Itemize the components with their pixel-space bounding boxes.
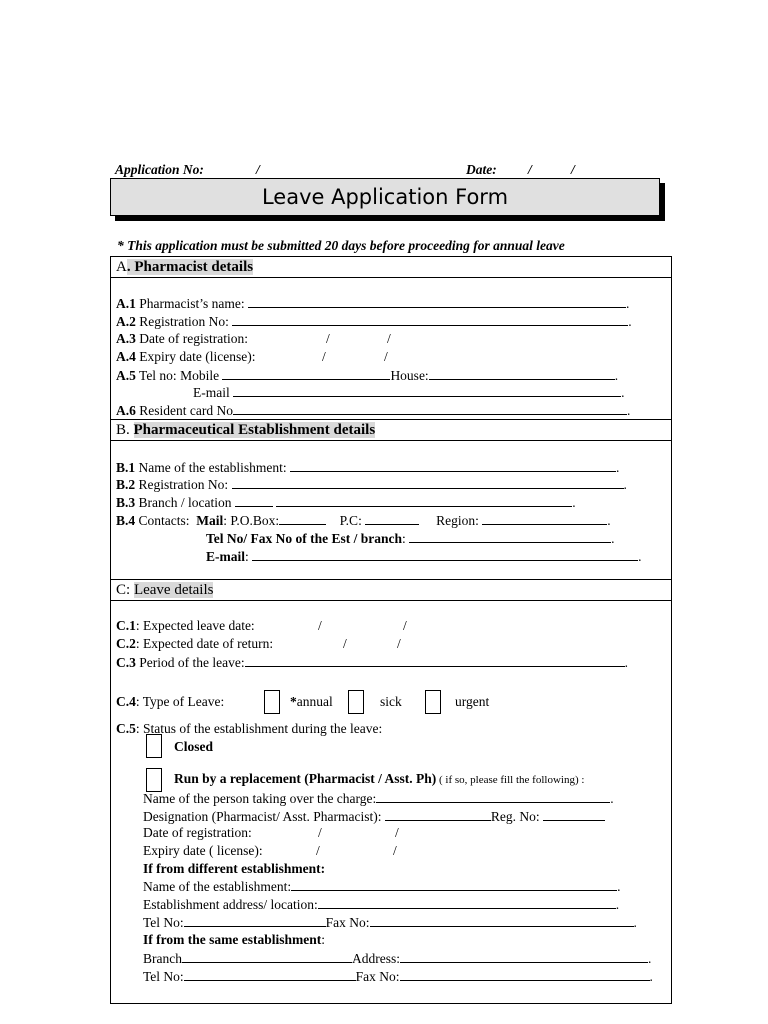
house-tel-input[interactable] bbox=[429, 367, 615, 380]
annual-leave-label: *annual bbox=[290, 694, 333, 709]
leave-period-input[interactable] bbox=[245, 654, 625, 667]
field-other-establishment-contacts: Tel No: Fax No: . bbox=[143, 915, 637, 930]
section-b-header: B. Pharmaceutical Establishment details bbox=[111, 420, 671, 441]
replacement-expiry-slash-2: / bbox=[393, 843, 397, 858]
submission-notice: * This application must be submitted 20 days before proceeding for annual leave bbox=[117, 238, 565, 253]
field-c3: C.3 Period of the leave: . bbox=[116, 655, 628, 670]
date-registration-slash-2: / bbox=[387, 331, 391, 346]
field-same-contacts: Tel No: Fax No: . bbox=[143, 969, 653, 984]
field-c1: C.1: Expected leave date: bbox=[116, 618, 255, 633]
urgent-leave-label: urgent bbox=[455, 694, 490, 709]
field-designation: Designation (Pharmacist/ Asst. Pharmacist): Reg. No: bbox=[143, 808, 605, 825]
section-a-header: A. Pharmacist details bbox=[111, 257, 671, 278]
replacement-reg-no-input[interactable] bbox=[543, 808, 605, 821]
designation-input[interactable] bbox=[385, 808, 491, 821]
field-b2: B.2 Registration No: . bbox=[116, 477, 627, 492]
pharmacist-registration-input[interactable] bbox=[232, 313, 628, 326]
mobile-input[interactable] bbox=[222, 367, 390, 380]
field-a5-email: E-mail . bbox=[193, 385, 625, 400]
postal-code-input[interactable] bbox=[365, 512, 419, 525]
replacement-expiry-slash-1: / bbox=[316, 843, 320, 858]
section-c-header: C: Leave details bbox=[111, 580, 671, 601]
same-branch-address-input[interactable] bbox=[400, 950, 648, 963]
person-taking-over-input[interactable] bbox=[376, 790, 610, 803]
other-establishment-tel-input[interactable] bbox=[184, 914, 326, 927]
establishment-registration-input[interactable] bbox=[232, 476, 624, 489]
establishment-tel-fax-input[interactable] bbox=[409, 530, 611, 543]
sick-leave-checkbox[interactable] bbox=[348, 690, 364, 714]
expiry-slash-1: / bbox=[322, 349, 326, 364]
leave-date-slash-2: / bbox=[403, 618, 407, 633]
field-a5: A.5 Tel no: Mobile House: . bbox=[116, 368, 619, 383]
field-replacement-date-registration: Date of registration: bbox=[143, 825, 252, 840]
date-slash-2: / bbox=[571, 162, 575, 177]
return-date-slash-1: / bbox=[343, 636, 347, 651]
replacement-checkbox[interactable] bbox=[146, 768, 162, 792]
same-branch-input[interactable] bbox=[182, 950, 352, 963]
field-same-branch: Branch Address: . bbox=[143, 951, 652, 966]
pharmacist-name-input[interactable] bbox=[248, 295, 626, 308]
urgent-leave-checkbox[interactable] bbox=[425, 690, 441, 714]
field-a2: A.2 Registration No: . bbox=[116, 314, 632, 329]
field-other-establishment-name: Name of the establishment: . bbox=[143, 879, 621, 894]
field-a4: A.4 Expiry date (license): bbox=[116, 349, 256, 364]
date-label: Date: bbox=[466, 162, 497, 177]
field-a6: A.6 Resident card No . bbox=[116, 403, 631, 418]
field-b4-email: E-mail: . bbox=[206, 549, 642, 564]
establishment-email-input[interactable] bbox=[252, 548, 638, 561]
annual-leave-checkbox[interactable] bbox=[264, 690, 280, 714]
form-title: Leave Application Form bbox=[110, 178, 660, 216]
field-a1: A.1 Pharmacist’s name: . bbox=[116, 296, 630, 311]
expiry-slash-2: / bbox=[384, 349, 388, 364]
field-b3: B.3 Branch / location . bbox=[116, 495, 576, 510]
return-date-slash-2: / bbox=[397, 636, 401, 651]
field-c4: C.4: Type of Leave: bbox=[116, 694, 225, 709]
pharmacist-email-input[interactable] bbox=[233, 384, 621, 397]
establishment-name-input[interactable] bbox=[290, 459, 616, 472]
different-establishment-heading: If from different establishment: bbox=[143, 861, 326, 876]
sick-leave-label: sick bbox=[380, 694, 402, 709]
resident-card-input[interactable] bbox=[233, 402, 627, 415]
same-establishment-heading: If from the same establishment: bbox=[143, 932, 325, 947]
closed-checkbox[interactable] bbox=[146, 734, 162, 758]
other-establishment-address-input[interactable] bbox=[318, 896, 616, 909]
field-a3: A.3 Date of registration: bbox=[116, 331, 248, 346]
field-b4: B.4 Contacts: Mail: P.O.Box: P.C: Region: . bbox=[116, 513, 611, 528]
date-registration-slash-1: / bbox=[326, 331, 330, 346]
field-c2: C.2: Expected date of return: bbox=[116, 636, 274, 651]
same-tel-input[interactable] bbox=[184, 968, 356, 981]
replacement-registration-slash-1: / bbox=[318, 825, 322, 840]
field-b1: B.1 Name of the establishment: . bbox=[116, 460, 620, 475]
location-input[interactable] bbox=[276, 494, 572, 507]
same-fax-input[interactable] bbox=[400, 968, 650, 981]
branch-input[interactable] bbox=[235, 494, 273, 507]
field-b4-tel: Tel No/ Fax No of the Est / branch: . bbox=[206, 531, 615, 546]
field-other-establishment-address: Establishment address/ location: . bbox=[143, 897, 620, 912]
po-box-input[interactable] bbox=[279, 512, 326, 525]
replacement-registration-slash-2: / bbox=[395, 825, 399, 840]
field-person-taking-over: Name of the person taking over the charge: . bbox=[143, 791, 614, 806]
date-slash-1: / bbox=[528, 162, 532, 177]
other-establishment-name-input[interactable] bbox=[291, 878, 617, 891]
closed-label: Closed bbox=[174, 739, 214, 754]
application-no-slash: / bbox=[256, 162, 260, 177]
region-input[interactable] bbox=[482, 512, 607, 525]
replacement-label: Run by a replacement (Pharmacist / Asst. Ph) ( if so, please fill the following) : bbox=[174, 771, 585, 786]
other-establishment-fax-input[interactable] bbox=[370, 914, 634, 927]
field-replacement-expiry: Expiry date ( license): bbox=[143, 843, 263, 858]
leave-date-slash-1: / bbox=[318, 618, 322, 633]
field-c5: C.5: Status of the establishment during the leave: bbox=[116, 721, 383, 736]
application-no-label: Application No: bbox=[115, 162, 204, 177]
